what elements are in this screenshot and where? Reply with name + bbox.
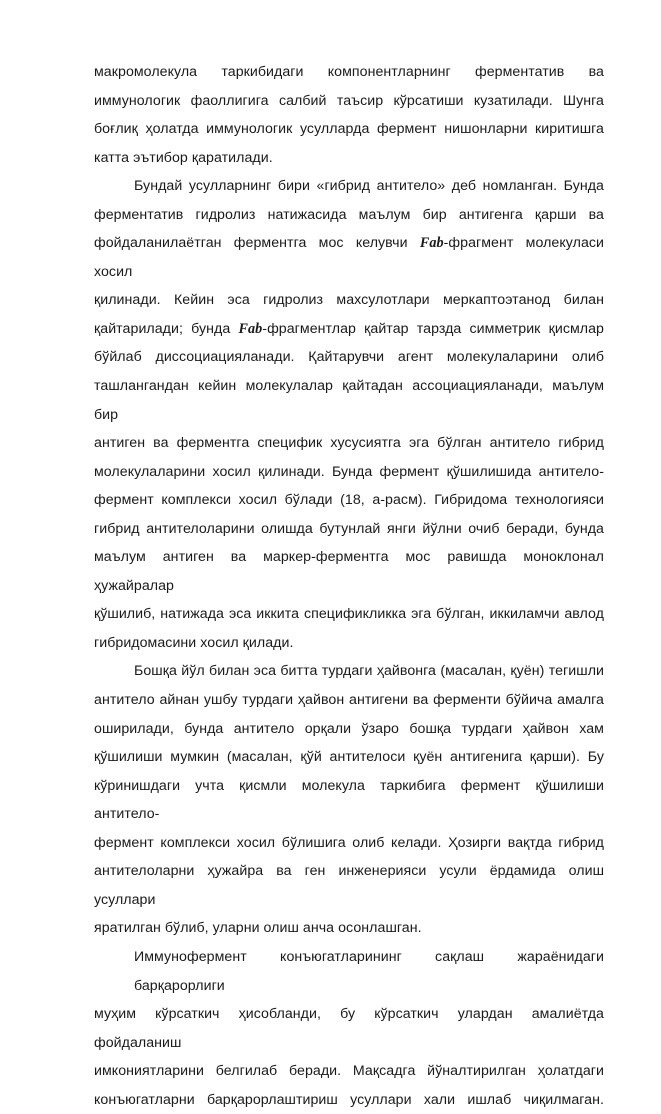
text-line: оширилади, бунда антитело орқали ўзаро бошқа турдаги ҳайвон хам — [94, 720, 604, 737]
paragraph-1 — [94, 58, 604, 172]
text-run: бўйлаб диссоциацияланади. Қайтарувчи агент молекулаларини олиб — [94, 349, 604, 366]
text-line — [94, 429, 604, 458]
text-line: антителоларни ҳужайра ва ген инженерияси усули ёрдамида олиш усуллари — [94, 863, 604, 908]
paragraph-4 — [94, 943, 604, 1114]
text-line: имкониятларини белгилаб беради. Мақсадга йўналтирилган ҳолатдаги — [94, 1063, 604, 1080]
text-run: қўшилиб, натижада эса иккита спецификликка эга бўлган, иккиламчи авлод — [94, 606, 604, 623]
text-run: молекулаларини хосил қилинади. Бунда фермент қўшилишида антитело- — [94, 463, 604, 480]
text-run: ферментатив гидролиз натижасида маълум бир антигенга қарши ва — [94, 206, 604, 223]
text-line — [94, 600, 604, 629]
text-run: қилинади. Кейин эса гидролиз махсулотлари меркаптоэтанод билан — [94, 292, 604, 309]
text-line: яратилган бўлиб, уларни олиш анча осонлашган. — [94, 920, 422, 937]
text-run: қайтарилади; бунда — [94, 320, 239, 337]
text-line: Бошқа йўл билан эса битта турдаги ҳайвонга (масалан, қуён) тегишли — [134, 663, 604, 680]
text-run: Бундай усулларнинг бири «гибрид антитело» деб номланган. Бунда — [134, 178, 604, 195]
text-line: Иммунофермент конъюгатларининг сақлаш жараёнидаги барқарорлиги — [134, 948, 604, 994]
text-run: -фрагментлар қайтар тарзда симметрик қисмлар — [262, 320, 604, 337]
paragraph-3 — [94, 657, 604, 942]
text-run: гибрид антителоларини олишда бутунлай янги йўлни очиб беради, бунда — [94, 520, 604, 537]
text-run: -фрагмент молекуласи хосил — [94, 235, 604, 280]
text-run: антиген ва ферментга специфик хусусиятга эга бўлган антитело гибрид — [94, 435, 604, 452]
text-line: катта эътибор қаратилади. — [94, 149, 273, 166]
text-run: маълум антиген ва маркер-ферментга мос равишда моноклонал ҳужайралар — [94, 549, 604, 594]
italic-term: Fab — [238, 320, 263, 337]
text-run: гибридомасини хосил қилади. — [94, 634, 294, 651]
text-line — [94, 458, 604, 487]
text-run: фойдаланилаётган ферментга мос келувчи — [94, 235, 420, 252]
paragraph-2 — [94, 172, 604, 657]
text-run: ташлангандан кейин молекулалар қайтадан ассоциацияланади, маълум бир — [94, 378, 604, 423]
text-line — [94, 229, 604, 286]
text-line — [94, 172, 604, 201]
text-line: муҳим кўрсаткич ҳисобланди, бу кўрсаткич улардан амалиётда фойдаланиш — [94, 1006, 604, 1051]
text-line: кўринишдаги учта қисмли молекула таркибига фермент қўшилиши антитело- — [94, 777, 604, 823]
text-line: антитело айнан ушбу турдаги ҳайвон антигени ва ферменти бўйича амалга — [94, 692, 604, 709]
text-line — [94, 543, 604, 600]
text-line — [94, 286, 604, 315]
text-line: конъюгатларни барқарорлаштириш усуллари хали ишлаб чиқилмаган. — [94, 1091, 604, 1108]
text-line: фермент комплекси хосил бўлишига олиб келади. Ҳозирги вақтда гибрид — [94, 834, 604, 851]
text-run: фермент комплекси хосил бўлади (18, а-расм). Гибридома технологияси — [94, 492, 604, 509]
document-page — [94, 58, 604, 1114]
text-line — [94, 201, 604, 230]
text-line — [94, 486, 604, 515]
text-line: қўшилиши мумкин (масалан, қўй антителоси қуён антигенига қарши). Бу — [94, 749, 604, 766]
text-line — [94, 315, 604, 344]
italic-term: Fab — [419, 235, 444, 252]
text-line: макромолекула таркибидаги компонентларнинг ферментатив ва — [94, 64, 604, 80]
text-line — [94, 372, 604, 429]
text-line — [94, 343, 604, 372]
text-line — [94, 629, 604, 658]
text-line: иммунологик фаоллигига салбий таъсир кўрсатиши кузатилади. Шунга — [94, 92, 604, 109]
text-line: боғлиқ ҳолатда иммунологик усулларда фермент нишонларни киритишга — [94, 121, 604, 138]
text-line — [94, 515, 604, 544]
